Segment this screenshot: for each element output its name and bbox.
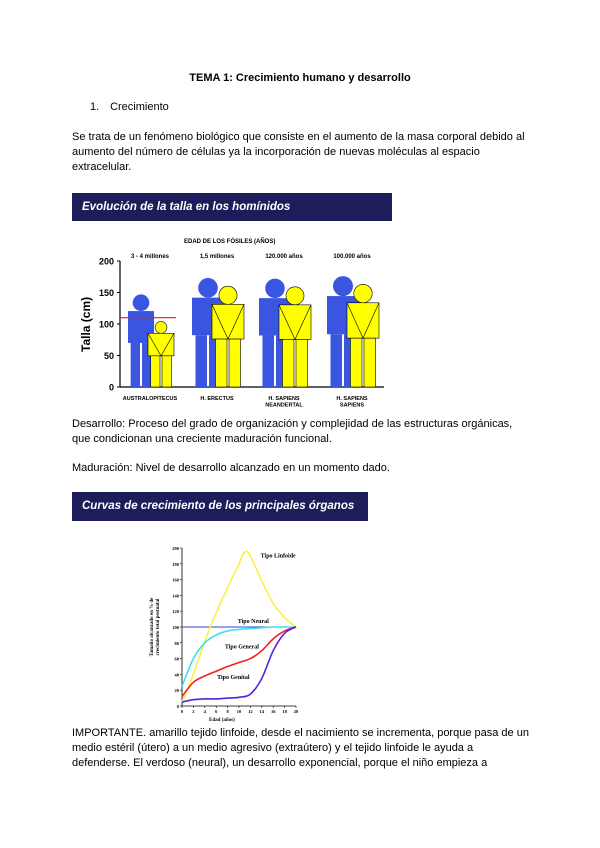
chart1-age-label: 100.000 años [333, 254, 371, 260]
chart1-figure-yellow-0-right-leg [162, 356, 171, 387]
chart2-x-tick-label: 14 [259, 709, 265, 714]
chart1-figure-yellow-3-torso [347, 303, 379, 338]
chart2-x-tick-label: 6 [215, 709, 218, 714]
chart1-figure-blue-2-head [265, 279, 285, 299]
chart2-x-tick-label: 4 [203, 709, 206, 714]
chart2-y-tick-label: 40 [174, 672, 179, 678]
chart1-figure-yellow-3-left-leg [350, 338, 362, 387]
chart1-y-tick-label: 50 [103, 351, 114, 361]
chart2-series-label: Tipo General [224, 644, 259, 651]
chart1-figure-yellow-1-left-leg [215, 339, 227, 387]
chart2-y-tick-label: 60 [174, 656, 179, 662]
list-item [90, 101, 169, 113]
list-item-text: Crecimiento [110, 101, 169, 113]
chart2-title-banner: Curvas de crecimiento de los principales órganos [72, 492, 368, 521]
chart2-x-tick-label: 18 [282, 709, 287, 714]
chart1-figure-yellow-2-torso [279, 305, 311, 339]
chart2-y-tick-label: 160 [172, 577, 179, 583]
document-title: TEMA 1: Crecimiento humano y desarrollo [189, 72, 411, 84]
paragraph-definition-maturation: Maduración: Nivel de desarrollo alcanzado en un momento dado. [72, 462, 390, 474]
chart1-figure-yellow-0-torso [148, 333, 174, 356]
chart1-figure-blue-3-left-leg [330, 334, 342, 387]
chart2-x-tick-label: 16 [270, 709, 276, 714]
chart1-category-label: H. SAPIENS SAPIENS [336, 396, 368, 409]
chart1-y-axis-label: Talla (cm) [79, 296, 93, 352]
list-item-number: 1. [90, 101, 100, 113]
chart1-age-label: 3 - 4 millones [130, 254, 170, 260]
chart1-age-label: 1,5 millones [199, 254, 235, 260]
chart2-y-tick-label: 200 [172, 546, 179, 551]
chart2-x-axis-label: Edad (años) [209, 718, 235, 722]
chart2-series-label: Tipo Genital [217, 675, 250, 682]
chart2-x-tick-label: 2 [192, 709, 195, 714]
chart1-figure-yellow-3-right-leg [364, 338, 376, 387]
chart2-y-tick-label: 120 [172, 609, 179, 615]
chart2-y-tick-label: 180 [172, 561, 179, 567]
paragraph-definition-development: Desarrollo: Proceso del grado de organización y complejidad de las estructuras orgánicas, que condicionan una creciente maduración funcional. [72, 418, 513, 445]
chart1-figure-yellow-3-head [354, 284, 372, 302]
chart1-figure-blue-3-head [333, 276, 353, 296]
chart2-series-tipo-general-line [182, 627, 296, 697]
chart2-y-tick-label: 0 [176, 704, 179, 709]
chart1-figure-yellow-1-head [219, 286, 237, 304]
chart2-y-axis-label: Tamaño alcanzado en % decrecimiento total postnatal [150, 597, 161, 657]
chart2-x-tick-label: 12 [248, 709, 253, 714]
chart1-figure-yellow-1-torso [212, 304, 244, 339]
chart1-title-banner: Evolución de la talla en los homínidos [72, 193, 392, 221]
hominid-height-chart [72, 225, 392, 415]
chart1-figure-yellow-2-head [286, 287, 304, 305]
chart2-x-tick-label: 10 [236, 709, 242, 714]
chart1-y-tick-label: 150 [98, 288, 114, 298]
chart1-figure-yellow-1-right-leg [229, 339, 241, 387]
chart1-figure-blue-0-head [133, 294, 150, 311]
paragraph-definition-growth: Se trata de un fenómeno biológico que consiste en el aumento de la masa corporal debido al aumento del número de células ya la incorporación de nuevas moléculas al espacio extracelular. [72, 131, 525, 173]
chart1-y-tick-label: 0 [108, 382, 114, 393]
chart1-figure-yellow-0-head [155, 321, 167, 333]
chart1-category-label: AUSTRALOPITECUS [122, 396, 178, 402]
organ-growth-curves-chart [140, 540, 310, 722]
chart2-y-tick-label: 80 [174, 640, 179, 646]
chart1-category-label: H. ERECTUS [200, 396, 234, 402]
chart1-y-tick-label: 200 [98, 256, 114, 267]
chart2-x-tick-label: 20 [293, 709, 299, 714]
chart1-figure-yellow-2-left-leg [282, 339, 294, 387]
chart1-figure-blue-2-left-leg [262, 335, 274, 387]
chart1-figure-blue-1-head [198, 278, 218, 298]
chart2-y-tick-label: 140 [172, 593, 179, 599]
chart1-figure-blue-1-left-leg [195, 335, 207, 387]
chart2-series-tipo-genital-line [182, 627, 296, 702]
chart1-figure-yellow-0-left-leg [151, 356, 160, 387]
chart2-y-tick-label: 20 [174, 688, 179, 694]
chart2-x-tick-label: 0 [180, 709, 184, 714]
chart1-category-label: H. SAPIENS NEANDERTAL [265, 396, 303, 409]
chart1-figure-blue-0-left-leg [131, 343, 140, 387]
chart1-subtitle: EDAD DE LOS FÓSILES (AÑOS) [184, 239, 276, 245]
chart1-age-label: 120.000 años [265, 254, 303, 260]
chart2-x-tick-label: 8 [226, 709, 229, 714]
chart1-figure-yellow-2-right-leg [296, 339, 308, 387]
chart1-y-tick-label: 100 [98, 319, 114, 330]
chart2-y-tick-label: 100 [172, 625, 179, 630]
chart2-series-label: Tipo Neural [237, 619, 269, 626]
paragraph-important-note: IMPORTANTE. amarillo tejido linfoide, desde el nacimiento se incrementa, porque pasa de un medio estéril (útero) a un medio agresivo (extraútero) y el tejido linfoide le ayuda a defenderse. El verdoso (neural), un desarrollo exponencial, porque el niño empieza a [72, 727, 529, 769]
chart2-series-label: Tipo Linfoide [260, 553, 296, 560]
